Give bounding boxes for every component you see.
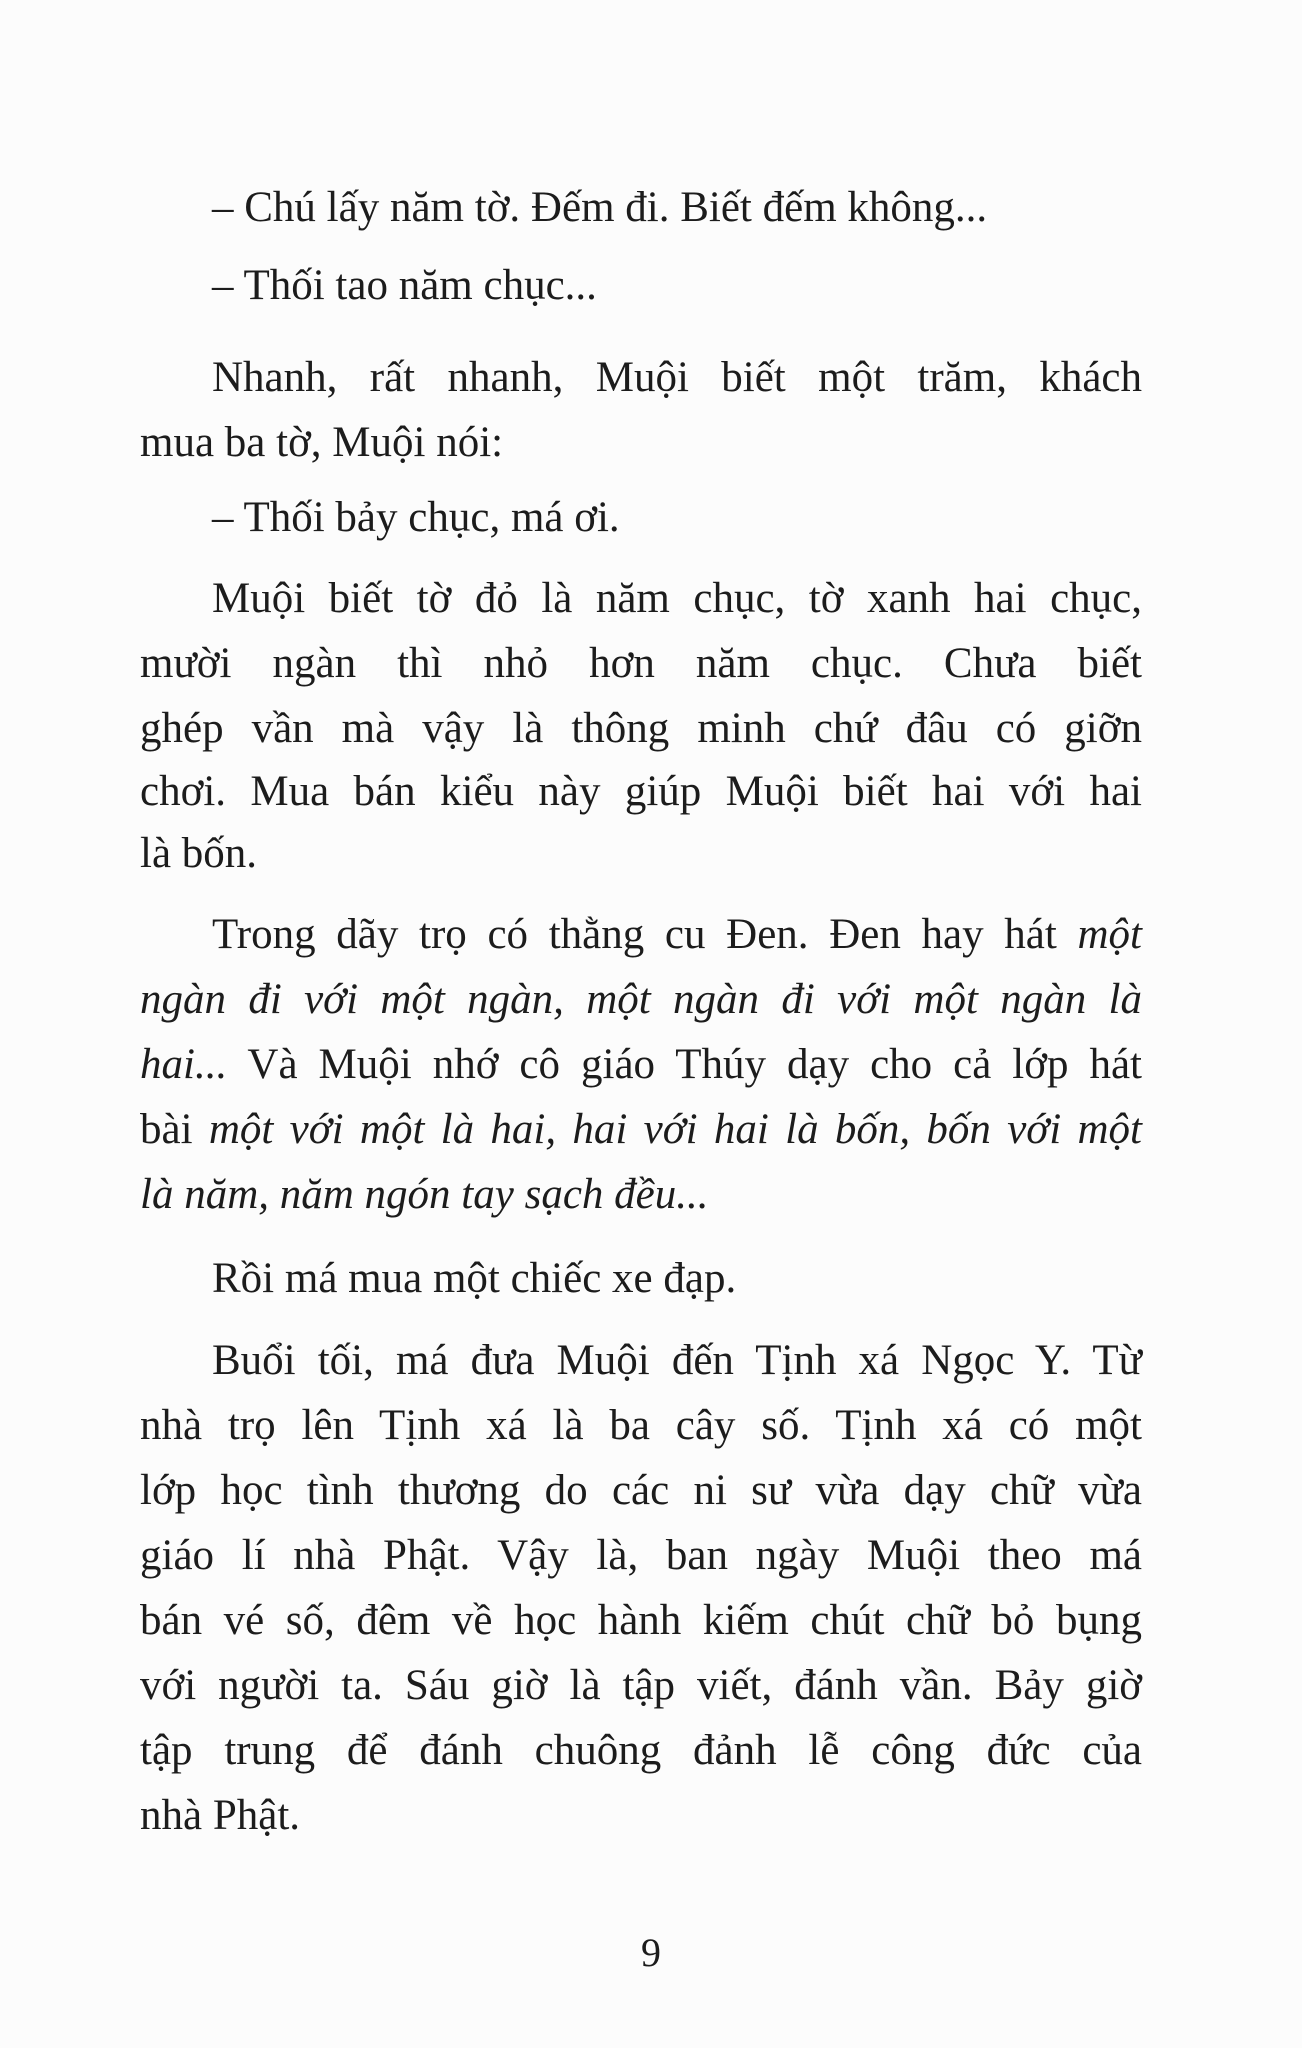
text-segment: tập trung để đánh chuông đảnh lễ công đức của — [140, 1727, 1142, 1774]
text-segment: Buổi tối, má đưa Muội đến Tịnh xá Ngọc Y. Từ — [212, 1337, 1142, 1384]
text-line — [140, 1400, 1142, 1452]
text-segment: với người ta. Sáu giờ là tập viết, đánh vần. Bảy giờ — [140, 1662, 1142, 1709]
text-line — [212, 352, 1142, 404]
text-segment: bán vé số, đêm về học hành kiếm chút chữ bỏ bụng — [140, 1597, 1142, 1644]
text-segment: mua ba tờ, Muội nói: — [140, 419, 504, 466]
text-line — [140, 703, 1142, 755]
text-line — [212, 182, 1142, 234]
text-segment: Rồi má mua một chiếc xe đạp. — [212, 1255, 737, 1302]
text-line — [140, 1725, 1142, 1777]
text-segment: Muội biết tờ đỏ là năm chục, tờ xanh hai chục, — [212, 575, 1142, 622]
text-segment: Trong dãy trọ có thằng cu Đen. Đen hay hát — [212, 911, 1078, 958]
text-line — [140, 417, 1142, 469]
text-line — [140, 1790, 1142, 1842]
text-line — [140, 1660, 1142, 1712]
text-segment: Và Muội nhớ cô giáo Thúy dạy cho cả lớp hát — [227, 1041, 1142, 1088]
text-line — [140, 974, 1142, 1026]
italic-text: là năm, năm ngón tay sạch đều... — [140, 1171, 709, 1218]
text-segment: Nhanh, rất nhanh, Muội biết một trăm, khách — [212, 354, 1142, 401]
italic-text: ngàn đi với một ngàn, một ngàn đi với một ngàn là — [140, 976, 1142, 1023]
text-segment: giáo lí nhà Phật. Vậy là, ban ngày Muội theo má — [140, 1532, 1142, 1579]
text-line — [212, 1335, 1142, 1387]
text-line — [212, 909, 1142, 961]
page-number: 9 — [641, 1930, 661, 1975]
text-segment: chơi. Mua bán kiểu này giúp Muội biết hai với hai — [140, 768, 1142, 815]
text-line — [212, 1253, 1142, 1305]
text-segment: – Chú lấy năm tờ. Đếm đi. Biết đếm không... — [212, 184, 988, 231]
text-segment: bài — [140, 1106, 209, 1153]
text-segment: lớp học tình thương do các ni sư vừa dạy chữ vừa — [140, 1467, 1142, 1514]
text-line — [140, 1104, 1142, 1156]
text-segment: nhà trọ lên Tịnh xá là ba cây số. Tịnh xá có một — [140, 1402, 1142, 1449]
text-segment: nhà Phật. — [140, 1792, 301, 1839]
text-line — [212, 492, 1142, 544]
text-line — [140, 1595, 1142, 1647]
italic-text: hai... — [140, 1041, 228, 1088]
text-segment: – Thối tao năm chục... — [212, 262, 597, 309]
text-line — [140, 828, 1142, 880]
text-segment: ghép vần mà vậy là thông minh chứ đâu có giỡn — [140, 705, 1142, 752]
italic-text: một — [1077, 911, 1142, 958]
text-line — [140, 766, 1142, 818]
text-line — [212, 260, 1142, 312]
text-line — [140, 1039, 1142, 1091]
text-line — [140, 1169, 1142, 1221]
text-segment: mười ngàn thì nhỏ hơn năm chục. Chưa biết — [140, 640, 1142, 687]
text-segment: là bốn. — [140, 830, 258, 877]
text-line — [212, 573, 1142, 625]
text-line — [140, 1530, 1142, 1582]
text-segment: – Thối bảy chục, má ơi. — [212, 494, 620, 541]
text-line — [140, 638, 1142, 690]
text-line — [140, 1465, 1142, 1517]
italic-text: một với một là hai, hai với hai là bốn, bốn với một — [208, 1106, 1142, 1153]
